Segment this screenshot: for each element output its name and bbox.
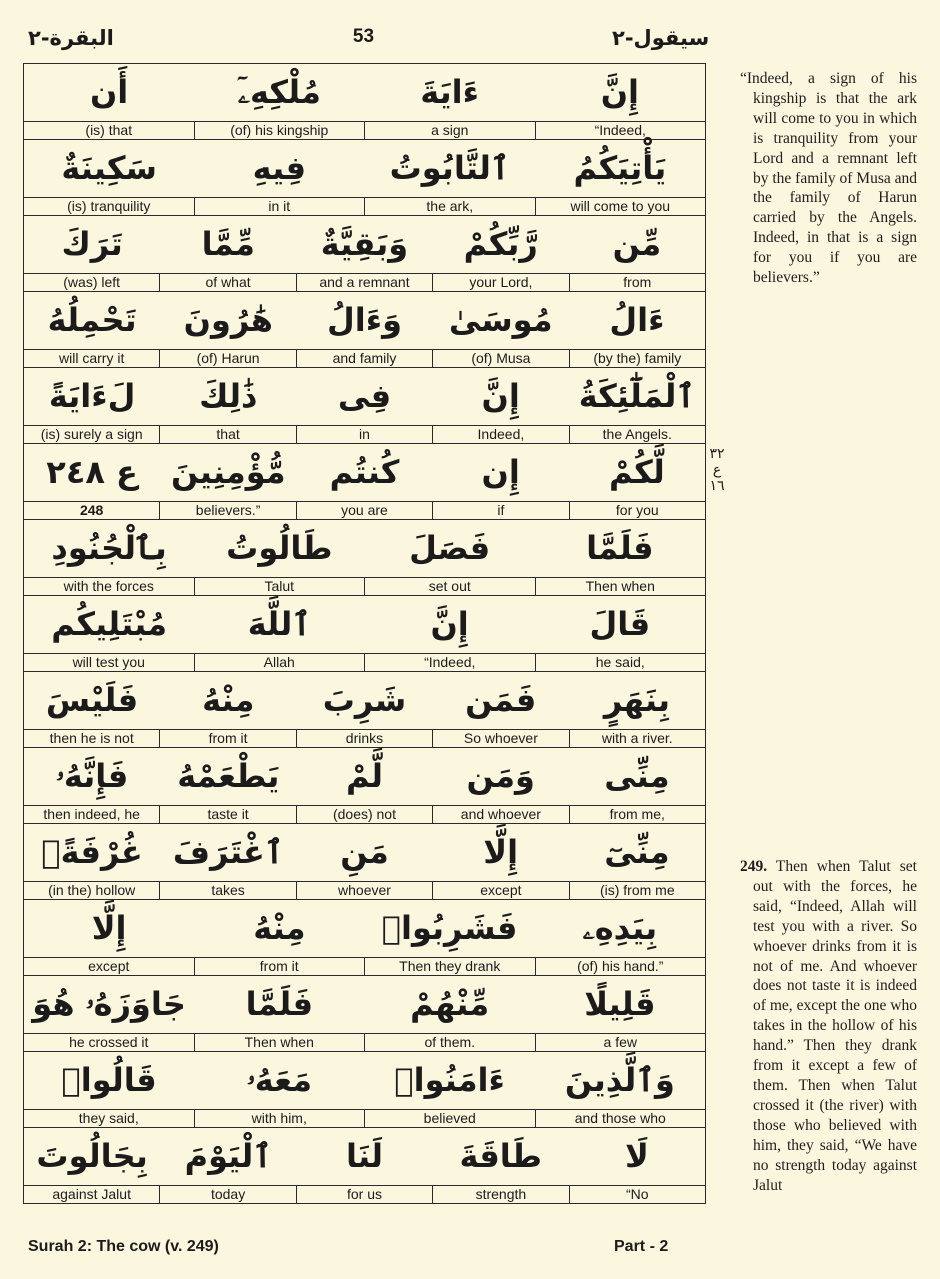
arabic-word: ٱلتَّابُوتُ xyxy=(389,149,510,187)
english-gloss: “Indeed, xyxy=(364,654,535,671)
arabic-line xyxy=(24,520,705,577)
english-gloss: taste it xyxy=(159,806,295,823)
english-gloss: (was) left xyxy=(63,274,121,290)
arabic-word: فَلَمَّا xyxy=(245,985,314,1023)
verse-row xyxy=(24,520,705,596)
english-gloss: except xyxy=(88,958,130,974)
arabic-word: فَمَن xyxy=(465,681,537,719)
arabic-word: لَنَا xyxy=(345,1137,384,1175)
english-gloss: the Angels. xyxy=(569,426,705,443)
verse-row xyxy=(24,368,705,444)
english-gloss: drinks xyxy=(296,730,432,747)
arabic-word: إِلَّا xyxy=(91,909,127,947)
arabic-line xyxy=(24,368,705,425)
english-gloss: whoever xyxy=(296,882,432,899)
english-gloss: set out xyxy=(364,578,535,595)
verse-row xyxy=(24,672,705,748)
english-gloss: in xyxy=(296,426,432,443)
arabic-line xyxy=(24,748,705,805)
english-gloss: will test you xyxy=(72,654,145,670)
arabic-word: إِنَّ xyxy=(430,605,469,643)
arabic-word: ءَالُ xyxy=(609,301,665,339)
footer-surah: Surah 2: The cow (v. 249) xyxy=(28,1238,219,1255)
verse-row xyxy=(24,140,705,216)
english-gloss: a few xyxy=(535,1034,706,1051)
english-line xyxy=(24,197,705,215)
arabic-word: بِجَالُوتَ xyxy=(36,1137,148,1175)
english-gloss: believers.” xyxy=(159,502,295,519)
verse-row xyxy=(24,444,705,520)
english-gloss: the ark, xyxy=(364,198,535,215)
english-gloss: (is) that xyxy=(85,122,133,138)
arabic-word: مُّؤْمِنِينَ xyxy=(170,453,286,491)
english-line xyxy=(24,577,705,595)
arabic-word: هَٰرُونَ xyxy=(183,301,273,339)
english-gloss: if xyxy=(432,502,568,519)
english-gloss: with a river. xyxy=(569,730,705,747)
english-line xyxy=(24,805,705,823)
english-line xyxy=(24,729,705,747)
english-gloss: and whoever xyxy=(432,806,568,823)
arabic-line xyxy=(24,824,705,881)
english-line xyxy=(24,653,705,671)
arabic-word: سَكِينَةٌ xyxy=(61,149,157,187)
arabic-line xyxy=(24,596,705,653)
arabic-word: إِلَّا xyxy=(483,833,519,871)
arabic-word: ٱغْتَرَفَ xyxy=(172,833,284,871)
english-gloss: for us xyxy=(296,1186,432,1203)
english-gloss: Then they drank xyxy=(364,958,535,975)
english-line xyxy=(24,1185,705,1203)
arabic-word: وَءَالُ xyxy=(327,301,402,339)
english-gloss: will carry it xyxy=(59,350,125,366)
english-gloss: they said, xyxy=(78,1110,139,1126)
arabic-line xyxy=(24,672,705,729)
arabic-word: جَاوَزَهُۥ هُوَ xyxy=(32,985,186,1023)
english-gloss: So whoever xyxy=(432,730,568,747)
arabic-word: ع ٢٤٨ xyxy=(46,453,138,491)
english-gloss: against Jalut xyxy=(52,1186,131,1202)
english-gloss: except xyxy=(432,882,568,899)
arabic-word: فِيهِ xyxy=(252,149,307,187)
arabic-line xyxy=(24,64,705,121)
arabic-word: شَرِبَ xyxy=(322,681,407,719)
arabic-line xyxy=(24,140,705,197)
translation-verse-249 xyxy=(740,857,917,1195)
arabic-word: ءَامَنُوا۟ xyxy=(394,1061,505,1099)
english-gloss: a sign xyxy=(364,122,535,139)
english-gloss: today xyxy=(159,1186,295,1203)
arabic-word: فَلَيْسَ xyxy=(45,681,139,719)
english-gloss: 248 xyxy=(79,502,104,518)
arabic-word: مَنِ xyxy=(340,833,389,871)
english-gloss: Then when xyxy=(535,578,706,595)
english-line xyxy=(24,957,705,975)
english-gloss: and family xyxy=(296,350,432,367)
arabic-word: فِى xyxy=(337,377,392,415)
translation-249-text: Then when Talut set out with the forces, he said, “Indeed, Allah will test you with a river. So whoever drinks from it is not of me. And whoever does not taste it is indeed of me, except the one who takes in the hollow of his hand.” Then they drank from it except a few of them. Then when Talut crossed it (the river) with those who believed with him, they said, “We have no strength today against Jalut xyxy=(753,858,917,1194)
arabic-word: مِّن xyxy=(612,225,662,263)
english-line xyxy=(24,273,705,291)
arabic-word: وَٱلَّذِينَ xyxy=(564,1061,675,1099)
arabic-line xyxy=(24,900,705,957)
english-gloss: and those who xyxy=(535,1110,706,1127)
arabic-line xyxy=(24,216,705,273)
english-gloss: of them. xyxy=(364,1034,535,1051)
english-gloss: strength xyxy=(432,1186,568,1203)
arabic-word: مِّمَّا xyxy=(201,225,255,263)
arabic-word: وَبَقِيَّةٌ xyxy=(320,225,409,263)
english-gloss: then he is not xyxy=(49,730,134,746)
arabic-word: فَشَرِبُوا۟ xyxy=(381,909,518,947)
verse-row xyxy=(24,976,705,1052)
english-gloss: (is) from me xyxy=(569,882,705,899)
arabic-word: مُلْكِهِۦٓ xyxy=(237,73,321,111)
arabic-word: مِّنْهُمْ xyxy=(410,985,490,1023)
english-gloss: from it xyxy=(159,730,295,747)
verse-row xyxy=(24,216,705,292)
arabic-word: بِيَدِهِۦ xyxy=(582,909,658,947)
translation-verse-248 xyxy=(740,69,917,288)
english-gloss: (in the) hollow xyxy=(48,882,136,898)
arabic-word: وَمَن xyxy=(466,757,535,795)
arabic-word: ٱلْمَلَٰٓئِكَةُ xyxy=(578,377,696,415)
arabic-word: ذَٰلِكَ xyxy=(199,377,258,415)
arabic-word: مِنْهُ xyxy=(253,909,306,947)
arabic-word: مِنْهُ xyxy=(202,681,255,719)
arabic-word: ءَايَةَ xyxy=(420,73,479,111)
arabic-word: فَصَلَ xyxy=(409,529,491,567)
arabic-word: مَعَهُۥ xyxy=(246,1061,313,1099)
arabic-word: لَا xyxy=(624,1137,649,1175)
english-gloss: and a remnant xyxy=(296,274,432,291)
english-gloss: (of) his hand.” xyxy=(535,958,706,975)
english-gloss: “No xyxy=(569,1186,705,1203)
english-gloss: (by the) family xyxy=(569,350,705,367)
ruku-marker: ٣٢ ع ١٦ xyxy=(709,446,725,494)
arabic-word: إِنَّ xyxy=(600,73,640,111)
english-gloss: your Lord, xyxy=(432,274,568,291)
arabic-word: طَاقَةَ xyxy=(459,1137,542,1175)
arabic-word: فَإِنَّهُۥ xyxy=(55,757,129,795)
footer-part: Part - 2 xyxy=(614,1238,669,1255)
verse-row xyxy=(24,748,705,824)
english-gloss: from xyxy=(569,274,705,291)
english-line xyxy=(24,349,705,367)
english-line xyxy=(24,1109,705,1127)
arabic-word: لَّكُمْ xyxy=(609,453,665,491)
arabic-word: طَالُوتُ xyxy=(226,529,333,567)
arabic-word: تَرَكَ xyxy=(61,225,123,263)
english-gloss: you are xyxy=(296,502,432,519)
arabic-line xyxy=(24,444,705,501)
arabic-word: ٱللَّهَ xyxy=(247,605,311,643)
word-by-word-grid xyxy=(23,63,706,1204)
english-gloss: Talut xyxy=(194,578,365,595)
english-gloss: (of) Harun xyxy=(159,350,295,367)
english-gloss: “Indeed, xyxy=(535,122,706,139)
arabic-word: فَلَمَّا xyxy=(586,529,654,567)
arabic-word: يَطْعَمْهُ xyxy=(177,757,280,795)
english-gloss: will come to you xyxy=(535,198,706,215)
arabic-word: غُرْفَةًۢ xyxy=(41,833,143,871)
english-gloss: from it xyxy=(194,958,365,975)
surah-title-arabic: البقرة-٢ xyxy=(28,26,114,50)
english-gloss: of what xyxy=(159,274,295,291)
arabic-line xyxy=(24,1128,705,1185)
english-gloss: then indeed, he xyxy=(43,806,140,822)
arabic-word: قَالُوا۟ xyxy=(61,1061,157,1099)
english-gloss: he crossed it xyxy=(69,1034,149,1050)
verse-row xyxy=(24,64,705,140)
part-title-arabic: سيقول-٢ xyxy=(612,26,710,50)
english-gloss: Allah xyxy=(194,654,365,671)
arabic-word: قَلِيلًا xyxy=(584,985,656,1023)
english-gloss: in it xyxy=(194,198,365,215)
english-line xyxy=(24,425,705,443)
english-line xyxy=(24,881,705,899)
verse-row xyxy=(24,900,705,976)
english-gloss: with him, xyxy=(194,1110,365,1127)
arabic-word: إِن xyxy=(481,453,520,491)
english-gloss: (is) surely a sign xyxy=(40,426,143,442)
arabic-word: يَأْتِيَكُمُ xyxy=(573,149,667,187)
arabic-word: كُنتُم xyxy=(329,453,400,491)
arabic-word: مُبْتَلِيكُم xyxy=(51,605,167,643)
verse-row xyxy=(24,824,705,900)
english-line xyxy=(24,501,705,519)
english-gloss: takes xyxy=(159,882,295,899)
arabic-word: بِنَهَرٍ xyxy=(603,681,670,719)
arabic-word: ٱلْيَوْمَ xyxy=(184,1137,272,1175)
arabic-word: لَّمْ xyxy=(345,757,384,795)
verse-number-249: 249. xyxy=(740,858,768,875)
arabic-line xyxy=(24,292,705,349)
verse-row xyxy=(24,596,705,672)
arabic-word: رَّبِّكُمْ xyxy=(463,225,538,263)
arabic-word: قَالَ xyxy=(589,605,651,643)
verse-row xyxy=(24,292,705,368)
english-gloss: from me, xyxy=(569,806,705,823)
english-gloss: (of) his kingship xyxy=(194,122,365,139)
arabic-line xyxy=(24,976,705,1033)
english-gloss: he said, xyxy=(535,654,706,671)
english-gloss: (does) not xyxy=(296,806,432,823)
verse-row xyxy=(24,1052,705,1128)
english-gloss: with the forces xyxy=(63,578,154,594)
english-gloss: believed xyxy=(364,1110,535,1127)
arabic-word: مُوسَىٰ xyxy=(448,301,553,339)
verse-row xyxy=(24,1128,705,1204)
arabic-word: بِٱلْجُنُودِ xyxy=(51,529,167,567)
translation-248-text: “Indeed, a sign of his kingship is that the ark will come to you in which is tranquility from your Lord and a remnant left by the family of Musa and the family of Harun carried by the Angels. Indeed, in that is a sign for you if you are believers.” xyxy=(740,70,918,287)
english-gloss: (of) Musa xyxy=(432,350,568,367)
arabic-word: مِنِّىٓ xyxy=(604,833,670,871)
english-gloss: that xyxy=(159,426,295,443)
arabic-line xyxy=(24,1052,705,1109)
english-gloss: Indeed, xyxy=(432,426,568,443)
english-gloss: Then when xyxy=(194,1034,365,1051)
page-number: 53 xyxy=(352,26,375,47)
arabic-word: أَن xyxy=(89,73,129,111)
arabic-word: لَءَايَةً xyxy=(48,377,136,415)
english-gloss: (is) tranquility xyxy=(67,198,151,214)
arabic-word: مِنِّى xyxy=(604,757,670,795)
arabic-word: تَحْمِلُهُ xyxy=(47,301,137,339)
english-gloss: for you xyxy=(569,502,705,519)
english-line xyxy=(24,121,705,139)
arabic-word: إِنَّ xyxy=(481,377,520,415)
english-line xyxy=(24,1033,705,1051)
